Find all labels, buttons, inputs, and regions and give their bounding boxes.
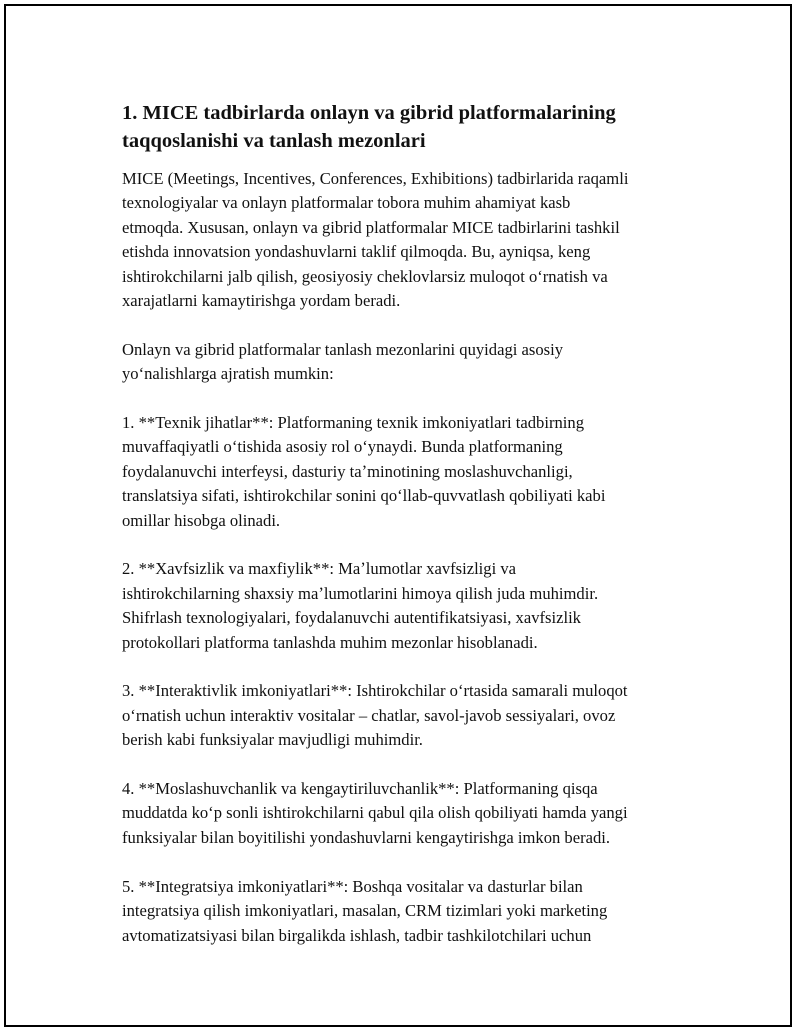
text-line: ishtirokchilarni jalb qilish, geosiyosiy cheklovlarsiz muloqot oʻrnatish va xyxy=(122,266,608,286)
text-line: 5. **Integratsiya imkoniyatlari**: Boshqa vositalar va dasturlar bilan xyxy=(122,876,583,896)
text-line: etmoqda. Xususan, onlayn va gibrid platformalar MICE tadbirlarini tashkil xyxy=(122,217,620,237)
text-line: Onlayn va gibrid platformalar tanlash mezonlarini quyidagi asosiy xyxy=(122,339,563,359)
text-line: funksiyalar bilan boyitilishi yondashuvlarni kengaytirishga imkon beradi. xyxy=(122,827,611,847)
title-line: 1. MICE tadbirlarda onlayn va gibrid platformalarining xyxy=(122,102,616,124)
text-line: yoʻnalishlarga ajratish mumkin: xyxy=(122,364,334,384)
text-line: ishtirokchilarning shaxsiy maʼlumotlarini himoya qilish juda muhimdir. xyxy=(122,583,599,603)
text-line: avtomatizatsiyasi bilan birgalikda ishlash, tadbir tashkilotchilari uchun xyxy=(122,925,592,945)
text-line: oʻrnatish uchun interaktiv vositalar – chatlar, savol-javob sessiyalari, ovoz xyxy=(122,705,616,725)
text-line: texnologiyalar va onlayn platformalar tobora muhim ahamiyat kasb xyxy=(122,193,571,213)
text-line: 1. **Texnik jihatlar**: Platformaning texnik imkoniyatlari tadbirning xyxy=(122,413,584,433)
text-line: muvaffaqiyatli oʻtishida asosiy rol oʻynaydi. Bunda platformaning xyxy=(122,437,563,457)
text-line: foydalanuvchi interfeysi, dasturiy taʼminotining moslashuvchanligi, xyxy=(122,461,573,481)
text-line: omillar hisobga olinadi. xyxy=(122,510,281,530)
criterion-security xyxy=(122,557,702,655)
text-line: MICE (Meetings, Incentives, Conferences, Exhibitions) tadbirlarida raqamli xyxy=(122,169,629,188)
criterion-interactivity xyxy=(122,679,702,752)
text-line: xarajatlarni kamaytirishga yordam beradi. xyxy=(122,291,401,311)
text-line: integratsiya qilish imkoniyatlari, masalan, CRM tizimlari yoki marketing xyxy=(122,901,608,921)
text-line: protokollari platforma tanlashda muhim mezonlar hisoblanadi. xyxy=(122,632,538,652)
text-line: berish kabi funksiyalar mavjudligi muhimdir. xyxy=(122,730,423,750)
criterion-integration xyxy=(122,875,702,948)
page-frame xyxy=(4,4,792,1027)
text-line: translatsiya sifati, ishtirokchilar sonini qoʻllab-quvvatlash qobiliyati kabi xyxy=(122,486,606,506)
text-line: 3. **Interaktivlik imkoniyatlari**: Ishtirokchilar oʻrtasida samarali muloqot xyxy=(122,681,628,701)
text-line: etishda innovatsion yondashuvlarni taklif qilmoqda. Bu, ayniqsa, keng xyxy=(122,242,591,262)
title-line: taqqoslanishi va tanlash mezonlari xyxy=(122,130,426,152)
document-body xyxy=(122,99,702,972)
criterion-technical xyxy=(122,411,702,533)
text-line: muddatda koʻp sonli ishtirokchilarni qabul qila olish qobiliyati hamda yangi xyxy=(122,803,628,823)
text-line: 2. **Xavfsizlik va maxfiylik**: Maʼlumotlar xavfsizligi va xyxy=(122,559,517,579)
intro-paragraph xyxy=(122,167,702,313)
text-line: 4. **Moslashuvchanlik va kengaytiriluvchanlik**: Platformaning qisqa xyxy=(122,779,598,799)
criteria-intro-paragraph xyxy=(122,338,702,387)
text-line: Shifrlash texnologiyalari, foydalanuvchi autentifikatsiyasi, xavfsizlik xyxy=(122,608,581,628)
criterion-scalability xyxy=(122,777,702,850)
document-title xyxy=(122,99,702,155)
